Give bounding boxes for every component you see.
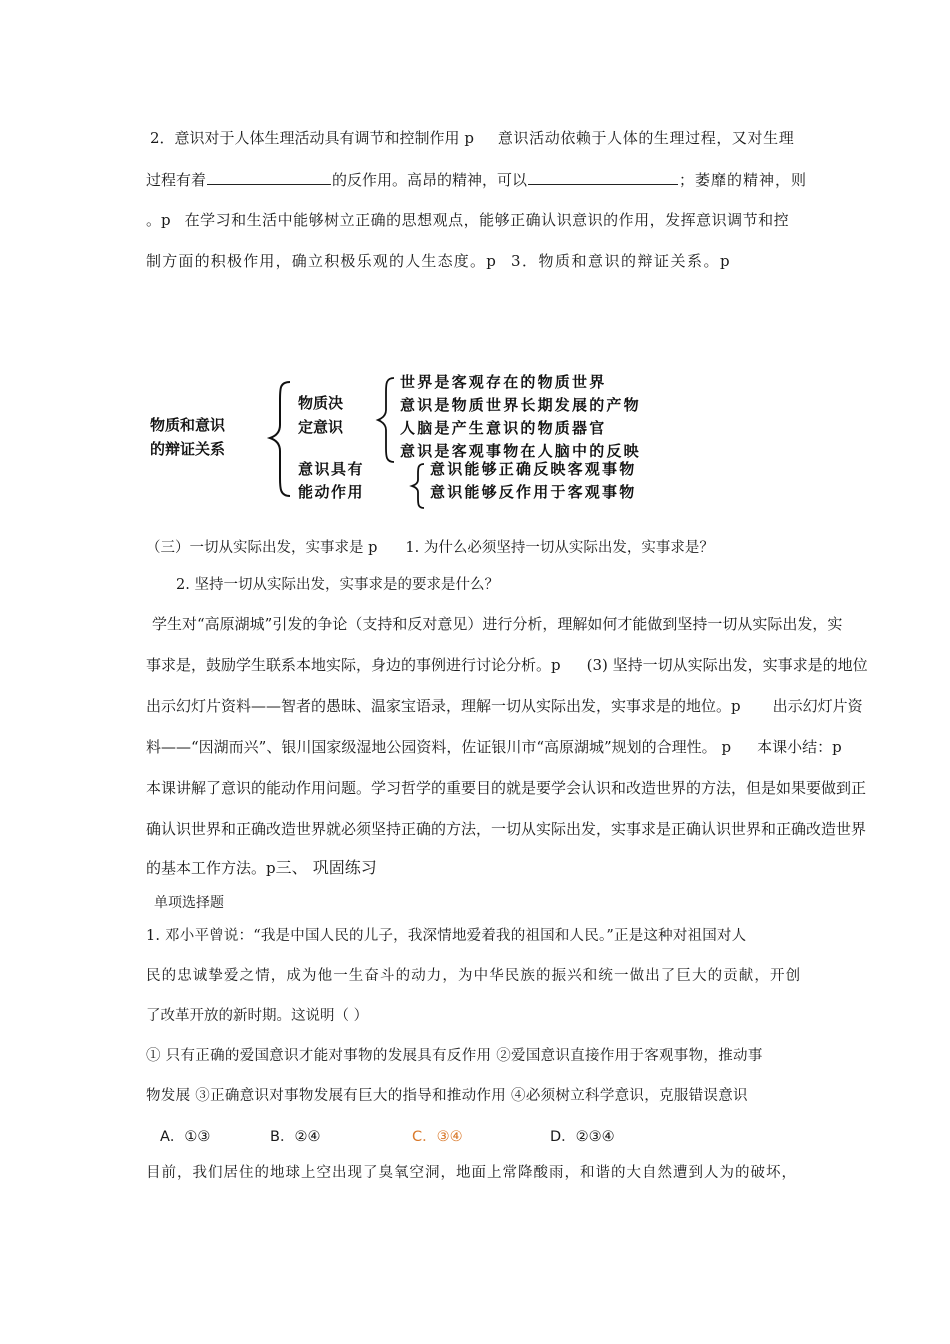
dialectical-relation-diagram xyxy=(150,370,810,510)
para2-line2: 过程有着 的反作用。高昂的精神，可以 ；萎靡的精神，则 xyxy=(146,171,808,189)
section3-line3: 出示幻灯片资料——智者的愚昧、温家宝语录，理解一切从实际出发，实事求是的地位。p 出示幻灯片资 xyxy=(146,697,863,715)
section3-line5: 本课讲解了意识的能动作用问题。学习哲学的重要目的就是要学会认识和改造世界的方法，但是如果要做到正 xyxy=(146,779,867,797)
para2-line1: 2．意识对于人体生理活动具有调节和控制作用 p 意识活动依赖于人体的生理过程，又对生理 xyxy=(150,129,795,147)
branch2-brace xyxy=(412,464,424,508)
question2-line1: 目前，我们居住的地球上空出现了臭氧空洞，地面上常降酸雨，和谐的大自然遭到人为的破坏， xyxy=(146,1165,797,1181)
branch1-items xyxy=(400,373,641,460)
question1-line1: 1. 邓小平曾说：“我是中国人民的儿子，我深情地爱着我的祖国和人民。”正是这种对祖国对人 xyxy=(146,928,747,944)
svg-text:意识能够正确反映客观事物: 意识能够正确反映客观事物 xyxy=(430,460,637,478)
section3-line1: 学生对“高原湖城”引发的争论（支持和反对意见）进行分析，理解如何才能做到坚持一切从实际出发，实 xyxy=(152,615,843,633)
root-label xyxy=(150,416,226,458)
section3-heading: （三）一切从实际出发，实事求是 p 1. 为什么必须坚持一切从实际出发，实事求是？ xyxy=(146,540,714,556)
svg-text:意识能够反作用于客观事物: 意识能够反作用于客观事物 xyxy=(430,483,637,501)
option-b[interactable]: B．②④ xyxy=(270,1129,321,1145)
main-brace xyxy=(270,382,290,496)
exercise-type: 单项选择题 xyxy=(154,895,224,911)
question1-line3: 了改革开放的新时期。这说明（ ） xyxy=(146,1008,369,1024)
svg-text:的辩证关系: 的辩证关系 xyxy=(150,440,226,458)
svg-text:定意识: 定意识 xyxy=(298,418,344,436)
branch1-brace xyxy=(378,378,394,462)
branch2-items xyxy=(430,460,636,501)
section3-line7: 的基本工作方法。p三、 巩固练习 xyxy=(146,858,377,877)
section3-line2: 事求是，鼓励学生联系本地实际，身边的事例进行讨论分析。p (3) 坚持一切从实际出发，实事求是的地位 xyxy=(146,656,868,674)
option-c-answer[interactable]: C．③④ xyxy=(412,1129,463,1145)
svg-text:物质和意识: 物质和意识 xyxy=(150,416,226,434)
fill-blank-1[interactable] xyxy=(207,169,331,185)
fill-blank-2[interactable] xyxy=(528,169,678,185)
branch1-label xyxy=(298,394,344,436)
svg-text:意识是物质世界长期发展的产物: 意识是物质世界长期发展的产物 xyxy=(400,396,641,414)
para2-line4: 制方面的积极作用，确立积极乐观的人生态度。p 3．物质和意识的辩证关系。p xyxy=(146,252,732,270)
branch2-label xyxy=(298,460,364,501)
question1-line4: ① 只有正确的爱国意识才能对事物的发展具有反作用 ②爱国意识直接作用于客观事物，推动事 xyxy=(146,1048,763,1064)
question1-line5: 物发展 ③正确意识对事物发展有巨大的指导和推动作用 ④必须树立科学意识，克服错误意识 xyxy=(146,1088,748,1104)
section3-question2: 2. 坚持一切从实际出发，实事求是的要求是什么？ xyxy=(176,577,499,593)
svg-text:能动作用: 能动作用 xyxy=(298,483,365,501)
option-a[interactable]: A．①③ xyxy=(160,1129,211,1145)
svg-text:世界是客观存在的物质世界: 世界是客观存在的物质世界 xyxy=(400,373,607,391)
para2-line3: 。p 在学习和生活中能够树立正确的思想观点，能够正确认识意识的作用，发挥意识调节和控 xyxy=(146,211,790,229)
option-d[interactable]: D．②③④ xyxy=(550,1129,615,1145)
section3-line4: 料——“因湖而兴”、银川国家级湿地公园资料，佐证银川市“高原湖城”规划的合理性。 p 本课小结：p xyxy=(146,738,842,756)
svg-text:人脑是产生意识的物质器官: 人脑是产生意识的物质器官 xyxy=(400,419,607,437)
svg-text:意识具有: 意识具有 xyxy=(298,460,365,478)
svg-text:意识是客观事物在人脑中的反映: 意识是客观事物在人脑中的反映 xyxy=(400,442,641,460)
question1-line2: 民的忠诚挚爱之情，成为他一生奋斗的动力，为中华民族的振兴和统一做出了巨大的贡献，开创 xyxy=(146,968,802,984)
svg-text:物质决: 物质决 xyxy=(298,394,344,412)
section3-line6: 确认识世界和正确改造世界就必须坚持正确的方法，一切从实际出发，实事求是正确认识世界和正确改造世界 xyxy=(146,820,867,838)
